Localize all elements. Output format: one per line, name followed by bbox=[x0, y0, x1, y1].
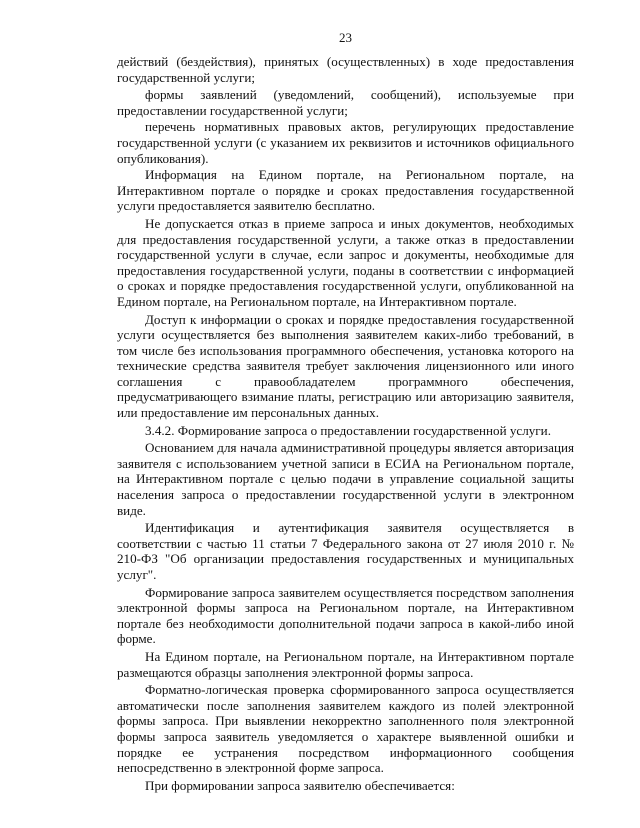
paragraph-6: Доступ к информации о сроках и порядке предоставления государственной услуги осуществляется без выполнения заявителем каких-либо требований, в том числе без использования программного обеспечения, установка которого на технические средства заявителя требует заключения лицензионного или иного соглашения с правообладателем программного обеспечения, предусматривающего взимание платы, регистрацию или авторизацию заявителя, или предоставление им персональных данных. bbox=[117, 311, 574, 421]
document-body bbox=[117, 54, 574, 793]
paragraph-8: Идентификация и аутентификация заявителя осуществляется в соответствии с частью 11 статьи 7 Федерального закона от 27 июля 2010 г. № 210-ФЗ "Об организации предоставления государственных и муниципальных услуг". bbox=[117, 520, 574, 582]
paragraph-2: формы заявлений (уведомлений, сообщений), используемые при предоставлении государственной услуги; bbox=[117, 87, 574, 118]
page-number: 23 bbox=[339, 30, 352, 45]
paragraph-10: На Едином портале, на Региональном портале, на Интерактивном портале размещаются образцы заполнения электронной формы запроса. bbox=[117, 648, 574, 680]
paragraph-7: Основанием для начала административной процедуры является авторизация заявителя с использованием учетной записи в ЕСИА на Региональном портале, на Интерактивном портале с целью подачи в управление социальной защиты населения запроса о предоставлении государственной услуги в электронном виде. bbox=[117, 440, 574, 518]
paragraph-9: Формирование запроса заявителем осуществляется посредством заполнения электронной формы запроса на Региональном портале, на Интерактивном портале без необходимости дополнительной подачи запроса в какой-либо иной форме. bbox=[117, 584, 574, 647]
paragraph-1: действий (бездействия), принятых (осуществленных) в ходе предоставления государственной услуги; bbox=[117, 54, 574, 85]
paragraph-11: Форматно-логическая проверка сформированного запроса осуществляется автоматически после заполнения заявителем каждого из полей электронной формы запроса. При выявлении некорректно заполненного поля электронной формы запроса заявитель уведомляется о характере выявленной ошибки и порядке ее устранения посредством информационного сообщения непосредственно в электронной форме запроса. bbox=[117, 682, 574, 776]
section-heading-3-4-2: 3.4.2. Формирование запроса о предоставлении государственной услуги. bbox=[145, 422, 551, 438]
paragraph-12: При формировании запроса заявителю обеспечивается: bbox=[145, 777, 455, 793]
paragraph-4: Информация на Едином портале, на Региональном портале, на Интерактивном портале о порядке и сроках предоставления государственной услуги предоставляется заявителю бесплатно. bbox=[117, 167, 574, 214]
paragraph-3: перечень нормативных правовых актов, регулирующих предоставление государственной услуги (с указанием их реквизитов и источников официального опубликования). bbox=[117, 119, 574, 166]
paragraph-5: Не допускается отказ в приеме запроса и иных документов, необходимых для предоставления государственной услуги, а также отказ в предоставлении государственной услуги в случае, если запрос и документы, необходимые для предоставления государственной услуги, поданы в соответствии с информацией о сроках и порядке предоставления государственной услуги, опубликованной на Едином портале, на Региональном портале, на Интерактивном портале. bbox=[117, 215, 574, 309]
